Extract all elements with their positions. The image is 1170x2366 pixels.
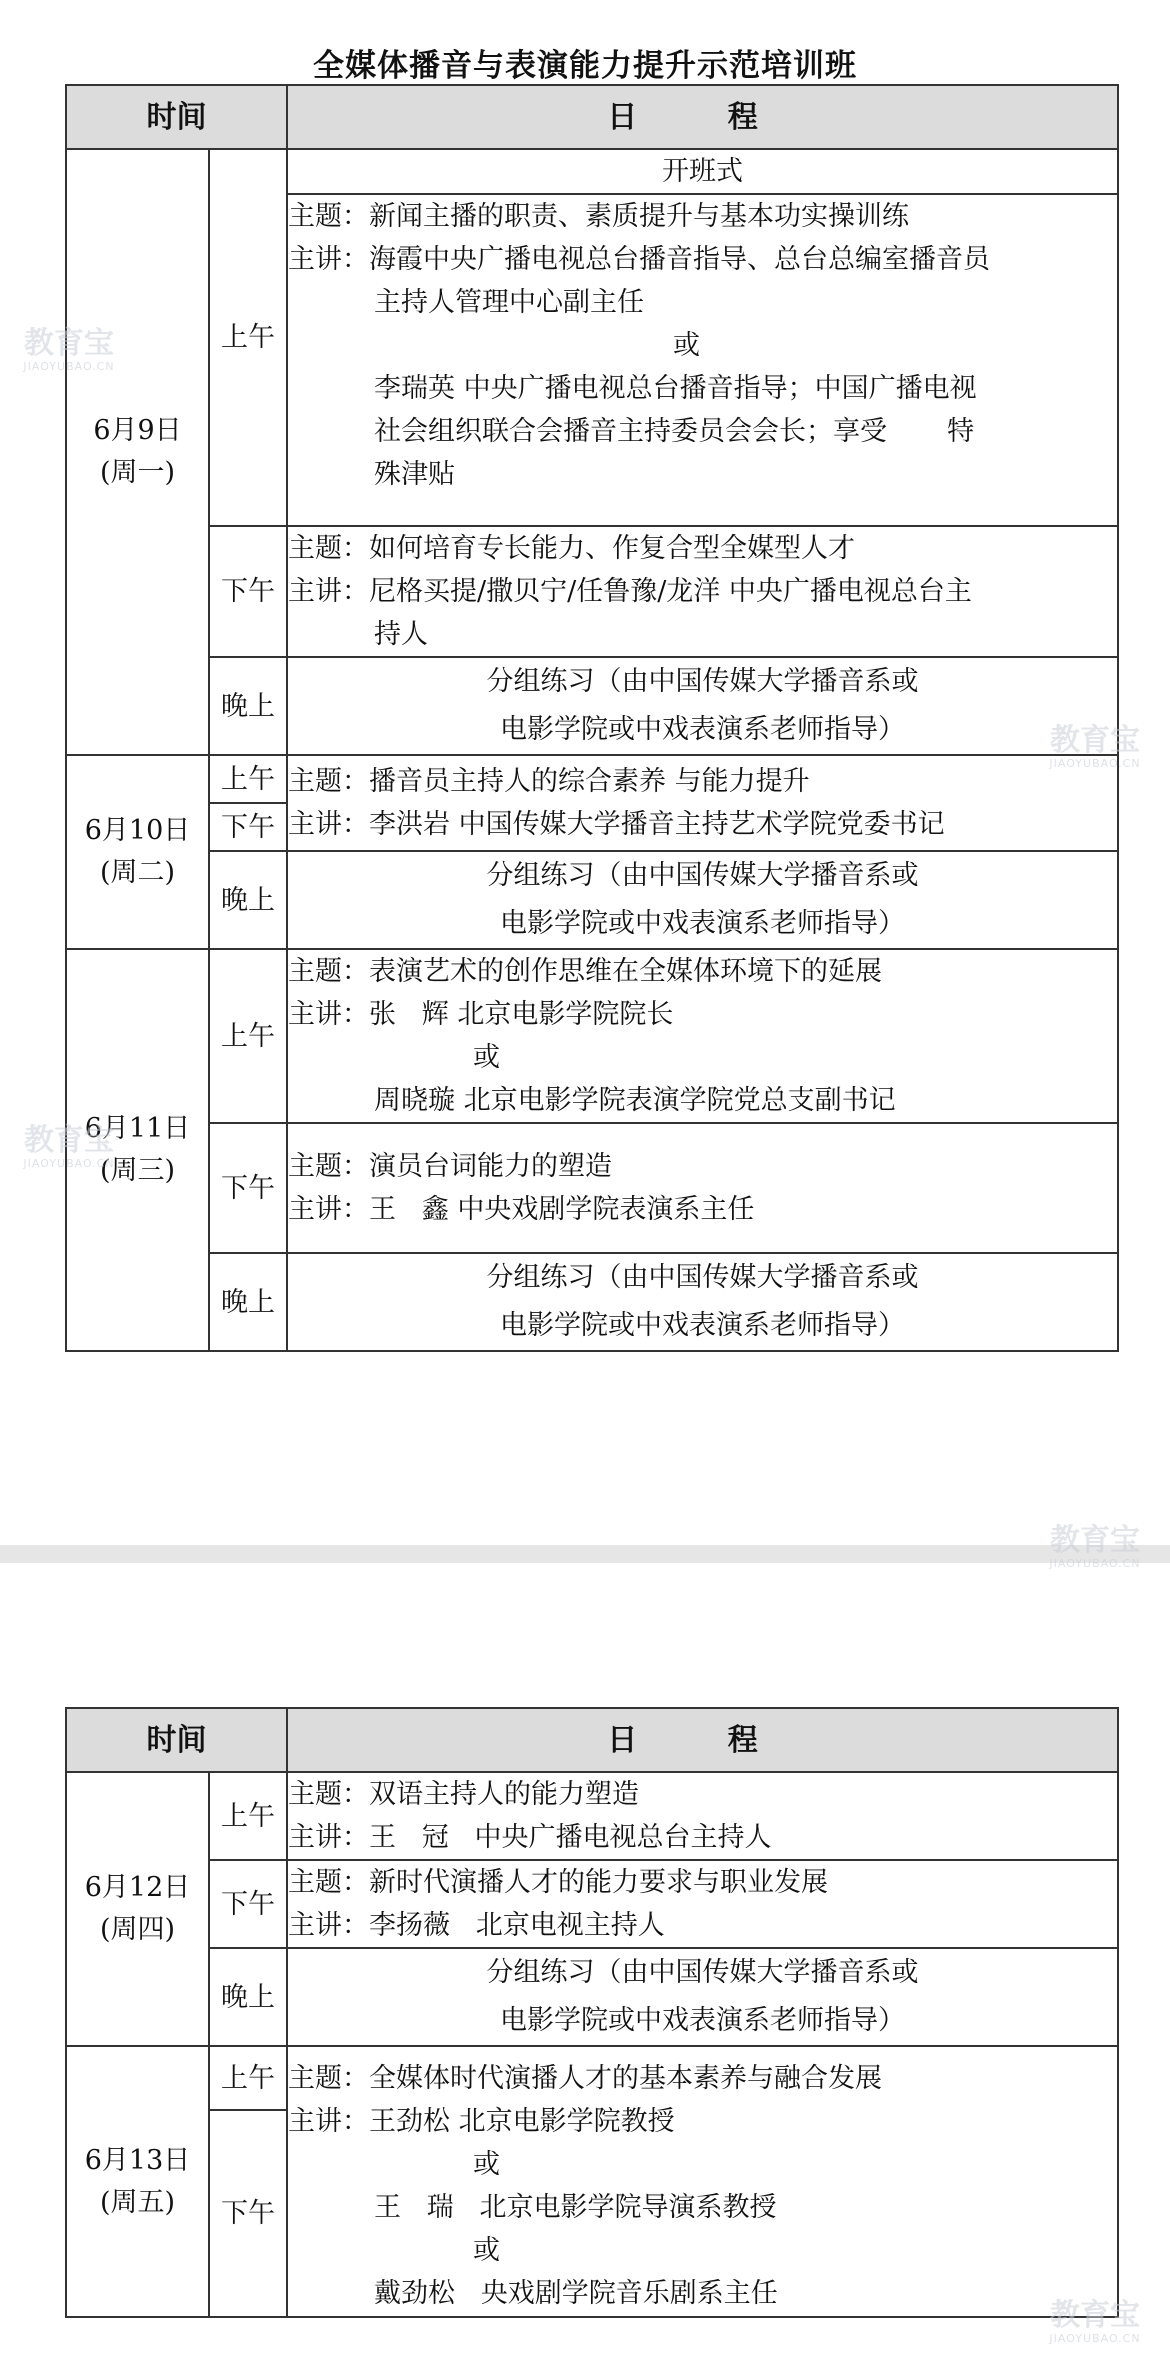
period-pm: 下午 (209, 1123, 287, 1253)
watermark-brand: 教育宝 (24, 1123, 114, 1158)
session-topic: 主题：全媒体时代演播人才的基本素养与融合发展 (288, 2063, 882, 2094)
watermark-domain: JIAOYUBAO.CN (23, 360, 115, 373)
day-cell-1 (66, 149, 209, 755)
day-weekday: (周一) (99, 457, 176, 488)
opening-ceremony: 开班式 (287, 149, 1118, 194)
header-time: 时间 (66, 85, 287, 149)
group-practice (287, 851, 1118, 949)
day-weekday: (周三) (99, 1155, 176, 1186)
period-am: 上午 (209, 1772, 287, 1860)
day-cell-5 (66, 2046, 209, 2317)
table-row (66, 2046, 1118, 2110)
session-speaker: 主讲：王劲松 北京电影学院教授 (288, 2106, 675, 2137)
table-row (66, 949, 1118, 1123)
session-speaker: 主讲：尼格买提/撒贝宁/任鲁豫/龙洋 中央广播电视总台主 (288, 576, 972, 607)
period-am: 上午 (209, 2046, 287, 2110)
session-content (287, 949, 1118, 1123)
practice-line: 分组练习（由中国传媒大学播音系或 (486, 1262, 919, 1293)
session-topic: 主题：如何培育专长能力、作复合型全媒型人才 (288, 533, 855, 564)
period-eve: 晚上 (209, 657, 287, 755)
session-speaker: 主讲：王 冠 中央广播电视总台主持人 (288, 1822, 772, 1853)
day-cell-4 (66, 1772, 209, 2046)
table-row (66, 657, 1118, 755)
period-am: 上午 (209, 949, 287, 1123)
day-cell-3 (66, 949, 209, 1351)
practice-line: 分组练习（由中国传媒大学播音系或 (486, 1957, 919, 1988)
day-weekday: (周二) (99, 857, 176, 888)
table-row (66, 1948, 1118, 2046)
page-2 (0, 1563, 1170, 2366)
document-title: 全媒体播音与表演能力提升示范培训班 (313, 48, 857, 84)
table-row (66, 1772, 1118, 1860)
day-date: 6月10日 (84, 815, 191, 846)
session-content (287, 526, 1118, 657)
session-topic: 主题：表演艺术的创作思维在全媒体环境下的延展 (288, 956, 882, 987)
day-date: 6月12日 (84, 1872, 191, 1903)
watermark-brand: 教育宝 (1050, 2298, 1140, 2333)
session-speaker: 主讲：海霞中央广播电视总台播音指导、总台总编室播音员 (288, 244, 990, 275)
day-weekday: (周五) (99, 2186, 176, 2218)
schedule-table-2 (65, 1707, 1119, 2318)
session-content (287, 2046, 1118, 2317)
watermark-domain: JIAOYUBAO.CN (1049, 1557, 1141, 1570)
period-pm: 下午 (209, 2110, 287, 2317)
or-text: 或 (673, 330, 700, 361)
watermark-brand: 教育宝 (1050, 723, 1140, 758)
group-practice (287, 1948, 1118, 2046)
session-content (287, 194, 1118, 526)
session-topic: 主题：播音员主持人的综合素养 与能力提升 (288, 766, 810, 797)
period-pm: 下午 (209, 526, 287, 657)
session-speaker-cont: 主持人管理中心副主任 (374, 287, 644, 318)
table-row (66, 526, 1118, 657)
schedule-table-1 (65, 84, 1119, 1352)
day-weekday: (周四) (99, 1914, 176, 1945)
session-speaker: 主讲：李扬薇 北京电视主持人 (288, 1910, 665, 1941)
table-row (66, 1253, 1118, 1351)
session-content (287, 1123, 1118, 1253)
group-practice (287, 1253, 1118, 1351)
or-text: 或 (473, 2235, 500, 2266)
period-pm: 下午 (209, 1860, 287, 1948)
session-speaker-alt-cont: 殊津贴 (374, 459, 455, 490)
period-eve: 晚上 (209, 851, 287, 949)
practice-line: 电影学院或中戏表演系老师指导） (500, 714, 905, 745)
session-speaker-alt: 戴劲松 央戏剧学院音乐剧系主任 (374, 2278, 778, 2309)
practice-line: 电影学院或中戏表演系老师指导） (500, 1310, 905, 1341)
session-topic: 主题：新闻主播的职责、素质提升与基本功实操训练 (288, 201, 909, 232)
session-speaker: 主讲：李洪岩 中国传媒大学播音主持艺术学院党委书记 (288, 809, 945, 840)
watermark-brand: 教育宝 (24, 326, 114, 361)
session-speaker: 主讲：张 辉 北京电影学院院长 (288, 999, 674, 1030)
group-practice (287, 657, 1118, 755)
period-eve: 晚上 (209, 1253, 287, 1351)
practice-line: 电影学院或中戏表演系老师指导） (500, 908, 905, 939)
day-cell-2 (66, 755, 209, 949)
session-topic: 主题：双语主持人的能力塑造 (288, 1779, 639, 1810)
period-eve: 晚上 (209, 1948, 287, 2046)
table-row (66, 1123, 1118, 1253)
period-am: 上午 (209, 149, 287, 526)
session-content (287, 755, 1118, 851)
session-topic: 主题：新时代演播人才的能力要求与职业发展 (288, 1867, 828, 1898)
period-am: 上午 (209, 755, 287, 803)
or-text: 或 (473, 2149, 500, 2180)
session-speaker-cont: 持人 (374, 619, 428, 650)
header-schedule: 日 程 (287, 85, 1118, 149)
session-content (287, 1772, 1118, 1860)
session-speaker: 主讲：王 鑫 中央戏剧学院表演系主任 (288, 1194, 755, 1225)
day-date: 6月9日 (93, 415, 182, 446)
session-topic: 主题：演员台词能力的塑造 (288, 1151, 612, 1182)
header-schedule: 日 程 (287, 1708, 1118, 1772)
table-row (66, 149, 1118, 194)
practice-line: 电影学院或中戏表演系老师指导） (500, 2005, 905, 2036)
table-header-row (66, 1708, 1118, 1772)
session-content (287, 1860, 1118, 1948)
table-row (66, 851, 1118, 949)
header-time: 时间 (66, 1708, 287, 1772)
table-row (66, 755, 1118, 803)
watermark-domain: JIAOYUBAO.CN (1049, 757, 1141, 770)
session-speaker-alt: 周晓璇 北京电影学院表演学院党总支副书记 (374, 1085, 896, 1116)
period-pm: 下午 (209, 803, 287, 851)
practice-line: 分组练习（由中国传媒大学播音系或 (486, 666, 919, 697)
watermark-domain: JIAOYUBAO.CN (1049, 2332, 1141, 2345)
or-text: 或 (473, 1042, 500, 1073)
table-header-row (66, 85, 1118, 149)
day-date: 6月13日 (84, 2144, 191, 2176)
day-date: 6月11日 (84, 1113, 191, 1144)
session-speaker-alt-cont: 社会组织联合会播音主持委员会会长；享受 特 (374, 416, 975, 447)
session-speaker-alt: 王 瑞 北京电影学院导演系教授 (374, 2192, 777, 2223)
session-speaker-alt: 李瑞英 中央广播电视总台播音指导；中国广播电视 (374, 373, 977, 404)
watermark-brand: 教育宝 (1050, 1523, 1140, 1558)
practice-line: 分组练习（由中国传媒大学播音系或 (486, 860, 919, 891)
page-separator (0, 1545, 1170, 1563)
table-row (66, 1860, 1118, 1948)
watermark-domain: JIAOYUBAO.CN (23, 1157, 115, 1170)
